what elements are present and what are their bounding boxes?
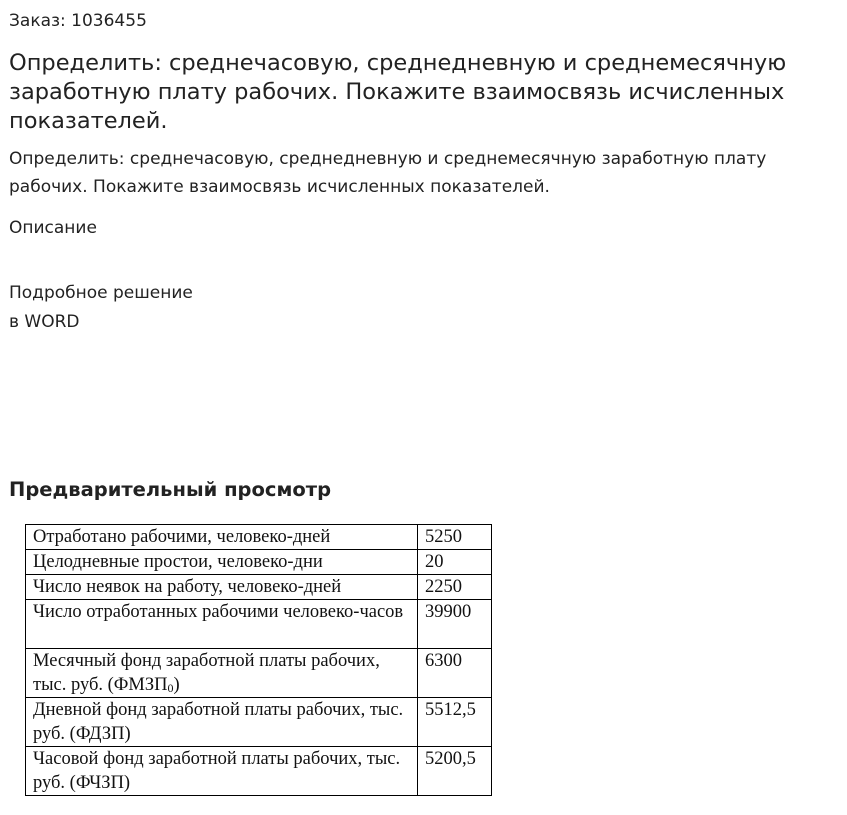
table-cell-value: 5512,5 (418, 698, 492, 747)
table-cell-label: Целодневные простои, человеко-дни (26, 550, 418, 575)
table-row (26, 550, 492, 575)
solution-line-1: Подробное решение (9, 283, 193, 303)
description-label: Описание (9, 218, 97, 238)
table-row (26, 525, 492, 550)
table-cell-label: Дневной фонд заработной платы рабочих, тыс. руб. (ФДЗП) (26, 698, 418, 747)
table-cell-value: 5250 (418, 525, 492, 550)
label-subscript: 0 (167, 681, 174, 695)
preview-table (25, 524, 492, 796)
solution-note (9, 279, 193, 337)
table-cell-label (26, 649, 418, 698)
table-cell-value: 6300 (418, 649, 492, 698)
order-number: Заказ: 1036455 (9, 11, 147, 31)
table-row (26, 747, 492, 796)
table-cell-label: Отработано рабочими, человеко-дней (26, 525, 418, 550)
label-text: Месячный фонд заработной платы рабочих, тыс. руб. (ФМЗП (33, 651, 380, 695)
table-cell-value: 2250 (418, 575, 492, 600)
solution-line-2: в WORD (9, 312, 80, 332)
table-row (26, 698, 492, 747)
table-cell-label: Часовой фонд заработной платы рабочих, тыс. руб. (ФЧЗП) (26, 747, 418, 796)
table-cell-value: 5200,5 (418, 747, 492, 796)
task-description: Определить: среднечасовую, среднедневную и среднемесячную заработную плату рабочих. Покажите взаимосвязь исчисленных показателей. (9, 149, 767, 197)
table-cell-value: 39900 (418, 600, 492, 649)
table-row (26, 600, 492, 649)
table-cell-label: Число неявок на работу, человеко-дней (26, 575, 418, 600)
preview-heading: Предварительный просмотр (9, 478, 332, 501)
table-cell-label: Число отработанных рабочими человеко-часов (26, 600, 418, 649)
table-row (26, 649, 492, 698)
table-row (26, 575, 492, 600)
page-title: Определить: среднечасовую, среднедневную и среднемесячную заработную плату рабочих. Покажите взаимосвязь исчисленных показателей. (9, 50, 787, 134)
label-end: ) (173, 675, 180, 695)
table-cell-value: 20 (418, 550, 492, 575)
